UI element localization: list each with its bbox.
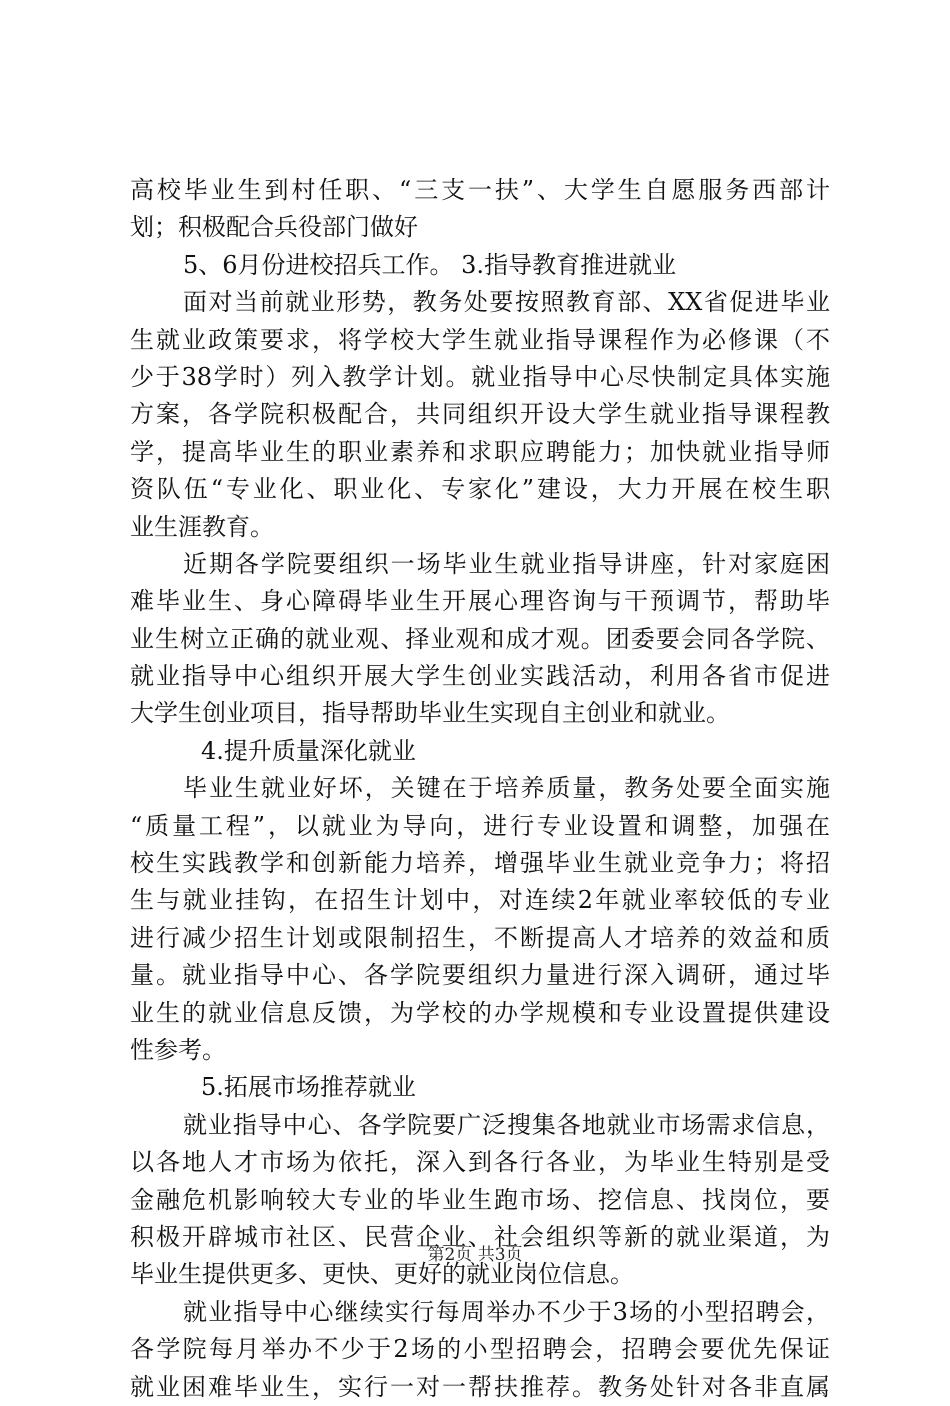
text-line: 量。就业指导中心、各学院要组织力量进行深入调研，通过毕 bbox=[130, 961, 830, 990]
document-body bbox=[130, 172, 830, 1406]
text-line: 面对当前就业形势，教务处要按照教育部、XX省促进毕业 bbox=[183, 288, 830, 317]
text-line: 学，提高毕业生的职业素养和求职应聘能力；加快就业指导师 bbox=[130, 437, 830, 466]
text-line: 少于38学时）列入教学计划。就业指导中心尽快制定具体实施 bbox=[130, 362, 830, 391]
text-line: 性参考。 bbox=[130, 1035, 226, 1064]
text-line: 毕业生就业好坏，关键在于培养质量，教务处要全面实施 bbox=[183, 774, 830, 803]
text-line: 近期各学院要组织一场毕业生就业指导讲座，针对家庭困 bbox=[183, 549, 830, 578]
text-line: 就业指导中心继续实行每周举办不少于3场的小型招聘会， bbox=[183, 1297, 830, 1326]
text-line: 资队伍“专业化、职业化、专家化”建设，大力开展在校生职 bbox=[130, 475, 830, 504]
text-line: 校生实践教学和创新能力培养，增强毕业生就业竞争力；将招 bbox=[130, 849, 830, 878]
text-line: 业生涯教育。 bbox=[130, 512, 274, 541]
text-line: 金融危机影响较大专业的毕业生跑市场、挖信息、找岗位，要 bbox=[130, 1185, 830, 1214]
text-line: 就业指导中心、各学院要广泛搜集各地就业市场需求信息， bbox=[183, 1110, 830, 1139]
text-line: 5、6月份进校招兵工作。 3.指导教育推进就业 bbox=[183, 250, 677, 279]
text-line: 进行减少招生计划或限制招生，不断提高人才培养的效益和质 bbox=[130, 923, 830, 952]
text-line: 就业指导中心组织开展大学生创业实践活动，利用各省市促进 bbox=[130, 662, 830, 691]
text-line: 难毕业生、身心障碍毕业生开展心理咨询与干预调节，帮助毕 bbox=[130, 587, 830, 616]
text-line: 毕业生提供更多、更快、更好的就业岗位信息。 bbox=[130, 1260, 634, 1289]
text-line: 业生树立正确的就业观、择业观和成才观。团委要会同各学院、 bbox=[130, 624, 830, 653]
text-line: 各学院每月举办不少于2场的小型招聘会，招聘会要优先保证 bbox=[130, 1335, 830, 1364]
section-heading: 5.拓展市场推荐就业 bbox=[201, 1073, 416, 1102]
text-line: 划；积极配合兵役部门做好 bbox=[130, 213, 418, 242]
text-line: 高校毕业生到村任职、“三支一扶”、大学生自愿服务西部计 bbox=[130, 176, 830, 204]
text-line: 以各地人才市场为依托，深入到各行各业，为毕业生特别是受 bbox=[130, 1148, 830, 1177]
text-line: “质量工程”，以就业为导向，进行专业设置和调整，加强在 bbox=[130, 811, 830, 840]
section-heading: 4.提升质量深化就业 bbox=[201, 736, 416, 765]
text-line: 生就业政策要求，将学校大学生就业指导课程作为必修课（不 bbox=[130, 325, 830, 354]
text-line: 方案，各学院积极配合，共同组织开设大学生就业指导课程教 bbox=[130, 400, 830, 429]
page-footer bbox=[0, 1243, 950, 1267]
text-line: 业生的就业信息反馈，为学校的办学规模和专业设置提供建设 bbox=[130, 998, 830, 1027]
text-line: 生与就业挂钩，在招生计划中，对连续2年就业率较低的专业 bbox=[130, 886, 830, 915]
text-line: 大学生创业项目，指导帮助毕业生实现自主创业和就业。 bbox=[130, 699, 730, 728]
text-line: 积极开辟城市社区、民营企业、社会组织等新的就业渠道，为 bbox=[130, 1222, 830, 1251]
page-number-label: 第2页 共3页 bbox=[427, 1245, 523, 1265]
text-line: 就业困难毕业生，实行一对一帮扶推荐。教务处针对各非直属 bbox=[130, 1372, 830, 1401]
